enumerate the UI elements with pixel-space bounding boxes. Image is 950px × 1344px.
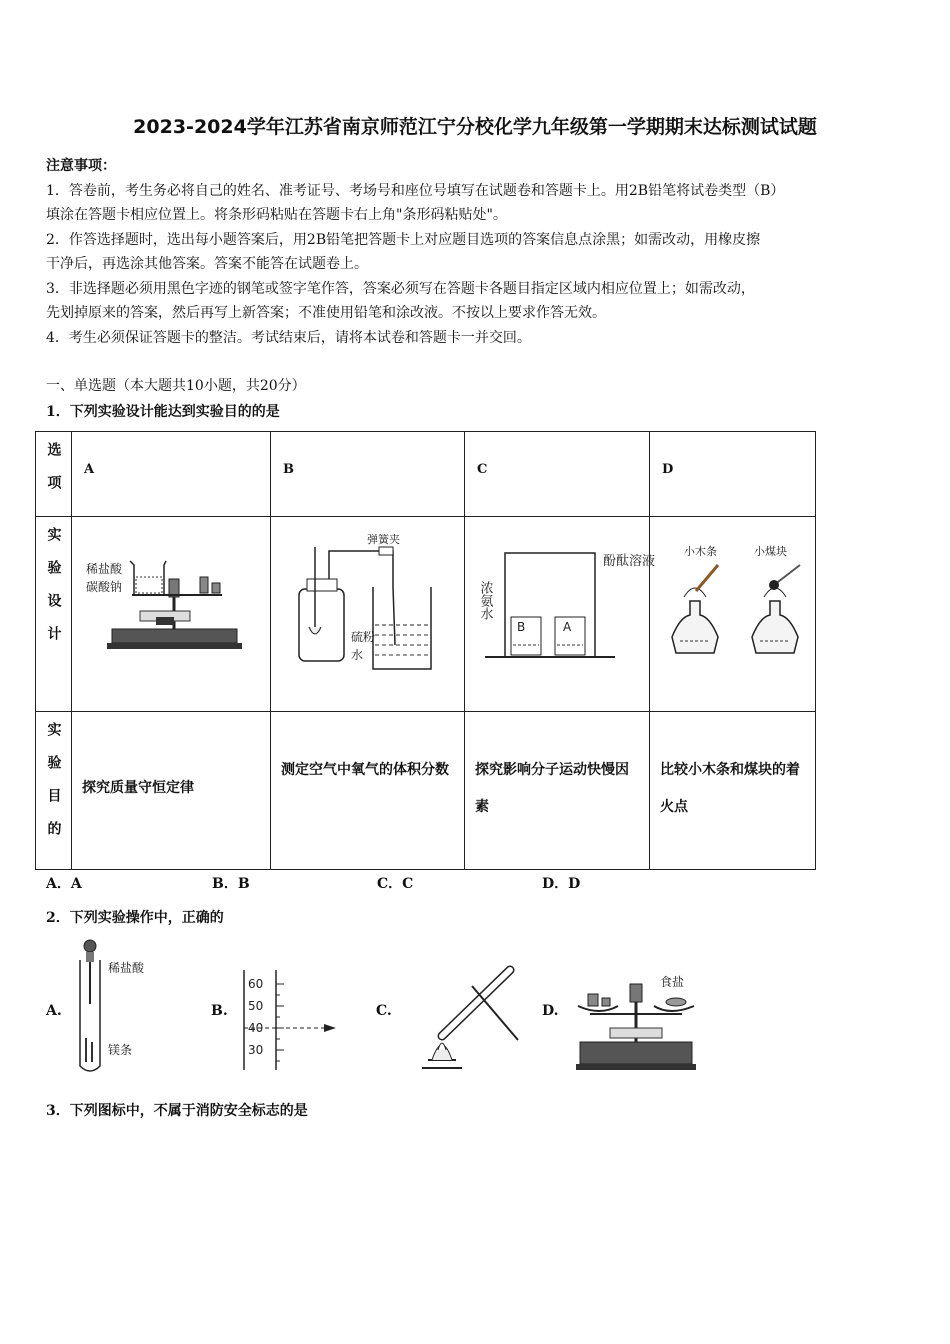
- table-row-options: [36, 432, 816, 517]
- question-3-stem: 3．下列图标中，不属于消防安全标志的是: [46, 1103, 308, 1119]
- heating-tube-figure: [402, 960, 532, 1080]
- cylinder-reading-figure: [240, 966, 350, 1076]
- page-title: 2023-2024学年江苏省南京师范江宁分校化学九年级第一学期期末达标测试试题: [133, 116, 817, 138]
- table-row-purpose: [36, 712, 816, 870]
- purpose-cell-b: [271, 712, 465, 870]
- notice-line: 1．答卷前，考生务必将自己的姓名、准考证号、考场号和座位号填写在试题卷和答题卡上。用2B铅笔将试卷类型（B）: [46, 182, 785, 199]
- notice-block: [46, 154, 906, 350]
- label-phenol-text: 酚酞溶液: [603, 554, 656, 569]
- label-coal: 小煤块: [754, 545, 787, 558]
- choice-d[interactable]: D．D: [542, 876, 581, 892]
- purpose-d: 比较小木条和煤块的着火点: [660, 762, 800, 815]
- label-salt: 食盐: [660, 975, 685, 989]
- q2-option-d-label[interactable]: D.: [542, 1003, 559, 1019]
- column-label-b: B: [283, 462, 294, 477]
- column-cell-d: [650, 432, 816, 517]
- row-header-design: 实验设计: [45, 527, 62, 659]
- row-header-cell: [36, 517, 72, 712]
- label-acid-text: 稀盐酸: [108, 961, 145, 975]
- purpose-cell-a: [72, 712, 271, 870]
- choice-a[interactable]: A．A: [46, 876, 82, 892]
- purpose-cell-d: [650, 712, 816, 870]
- scale-30: 30: [248, 1043, 264, 1057]
- column-cell-c: [465, 432, 650, 517]
- choice-b[interactable]: B．B: [212, 876, 250, 892]
- balance-beaker-figure: [72, 517, 270, 707]
- column-label-c: C: [477, 462, 488, 477]
- q2-option-b-label[interactable]: B.: [211, 1003, 228, 1019]
- label-beaker-b: B: [517, 620, 526, 634]
- q2-option-a-label[interactable]: A.: [46, 1003, 62, 1019]
- q2-option-c-label[interactable]: C.: [376, 1003, 392, 1019]
- column-cell-a: [72, 432, 271, 517]
- scale-40: 40: [248, 1021, 264, 1035]
- question-1-stem: 1．下列实验设计能达到实验目的的是: [46, 404, 280, 420]
- label-dilute-acid: [108, 960, 145, 975]
- column-cell-b: [271, 432, 465, 517]
- label-ammonia: 浓氨水: [477, 581, 493, 620]
- label-sulfur: 硫粉: [351, 630, 376, 644]
- molecule-motion-figure: [465, 517, 656, 707]
- notice-line: 2．作答选择题时，选出每小题答案后，用2B铅笔把答题卡上对应题目选项的答案信息点涂黑；如需改动，用橡皮擦: [46, 231, 761, 248]
- ignition-point-figure: [650, 517, 815, 707]
- row-header-cell: [36, 712, 72, 870]
- purpose-cell-c: [465, 712, 650, 870]
- notice-line: 填涂在答题卡相应位置上。将条形码粘贴在答题卡右上角"条形码粘贴处"。: [46, 207, 507, 223]
- design-cell-d: [650, 517, 816, 712]
- oxygen-volume-figure: [271, 517, 464, 707]
- experiment-table: [35, 431, 816, 870]
- label-beaker-a: A: [563, 620, 572, 634]
- purpose-b: 测定空气中氧气的体积分数: [281, 762, 449, 778]
- label-sodium-carbonate: 碳酸钠: [86, 580, 123, 594]
- row-header-cell: [36, 432, 72, 517]
- label-clamp: 弹簧夹: [367, 533, 400, 546]
- balance-weighing-figure: [570, 970, 700, 1074]
- scale-50: 50: [248, 999, 264, 1013]
- notice-line: 先划掉原来的答案，然后再写上新答案；不准使用铅笔和涂改液。不按以上要求作答无效。: [46, 305, 606, 321]
- scale-60: 60: [248, 977, 264, 991]
- label-acid: 稀盐酸: [86, 562, 123, 576]
- notice-line: 干净后，再选涂其他答案。答案不能答在试题卷上。: [46, 256, 368, 272]
- table-row-design: [36, 517, 816, 712]
- label-wood: 小木条: [684, 545, 717, 558]
- label-water: 水: [351, 648, 364, 662]
- label-mg-text: 镁条: [108, 1043, 133, 1057]
- choice-c[interactable]: C．C: [377, 876, 414, 892]
- design-cell-a: [72, 517, 271, 712]
- label-magnesium: [108, 1042, 132, 1057]
- notice-heading: 注意事项：: [46, 158, 116, 174]
- label-phenolphthalein: [603, 553, 655, 569]
- row-header-option: 选项: [45, 442, 62, 508]
- question-2-stem: 2．下列实验操作中，正确的: [46, 910, 224, 926]
- notice-line: 4．考生必须保证答题卡的整洁。考试结束后，请将本试卷和答题卡一并交回。: [46, 329, 531, 346]
- design-cell-b: [271, 517, 465, 712]
- row-header-purpose: 实验目的: [45, 722, 62, 854]
- purpose-a: 探究质量守恒定律: [82, 780, 194, 796]
- notice-line: 3．非选择题必须用黑色字迹的钢笔或签字笔作答，答案必须写在答题卡各题目指定区域内相应位置上；如需改动，: [46, 280, 755, 297]
- column-label-d: D: [662, 462, 674, 477]
- design-cell-c: [465, 517, 656, 712]
- test-tube-figure: [66, 938, 145, 1078]
- column-label-a: A: [84, 462, 95, 477]
- purpose-c: 探究影响分子运动快慢因素: [475, 762, 629, 815]
- section-heading: 一、单选题（本大题共10小题，共20分）: [46, 378, 306, 394]
